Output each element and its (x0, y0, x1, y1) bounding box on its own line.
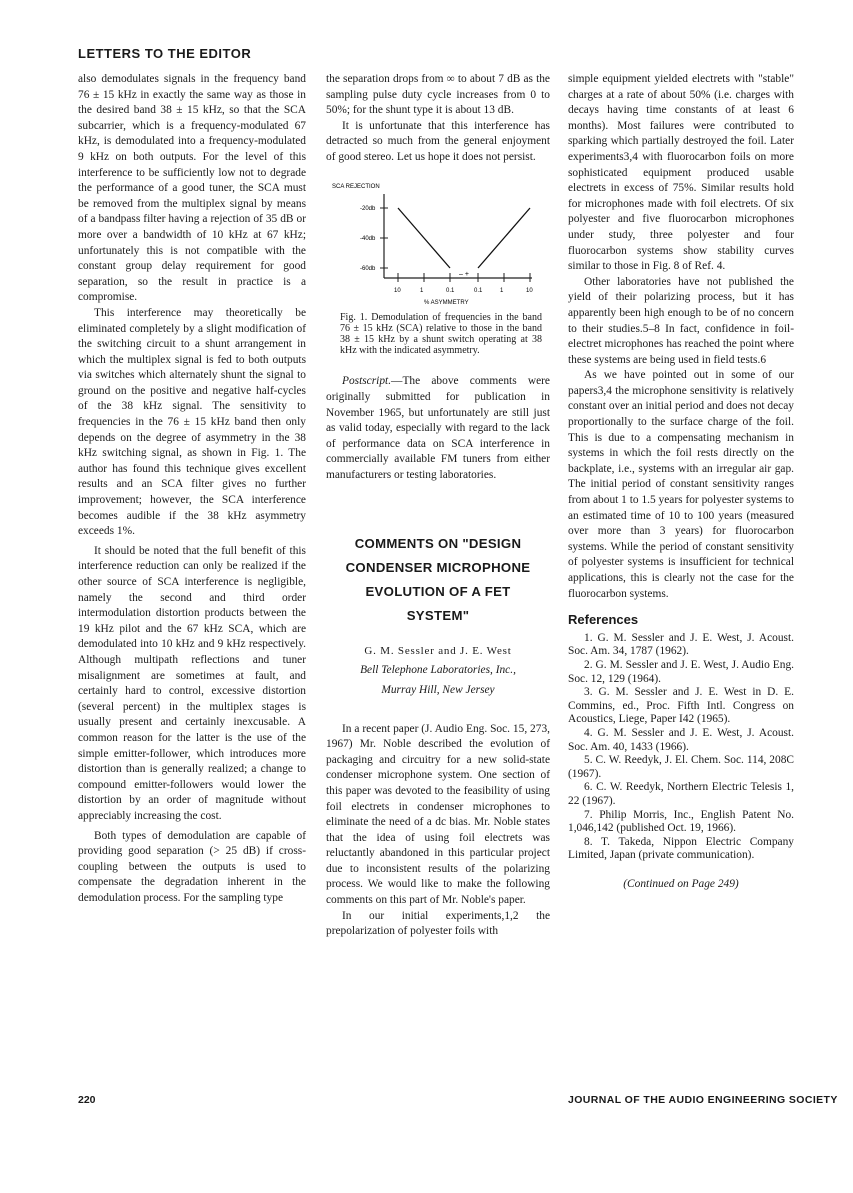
continued-note: (Continued on Page 249) (623, 877, 739, 890)
page-number: 220 (78, 1094, 96, 1106)
reference-item: 2. G. M. Sessler and J. E. West, J. Audio Eng. Soc. 12, 129 (1964). (568, 658, 794, 685)
paragraph: In a recent paper (J. Audio Eng. Soc. 15, 273, 1967) Mr. Noble described the evolution of packaging and circuitry for a new solid-state condenser microphone system. One section of this paper was devoted to the feasibility of using foil electrets in condenser microphones to eliminate the need of a dc bias. Mr. Noble states that the idea of using foil electrets was reluctantly abandoned in this particular project due to inconsistent results of the polarizing process. We would like to make the following comments on this part of Mr. Noble's paper. (326, 722, 550, 907)
column-left (78, 72, 306, 906)
affiliation-line: Murray Hill, New Jersey (381, 683, 495, 696)
paragraph: the separation drops from ∞ to about 7 dB as the sampling pulse duty cycle increases from 0 to 50%; for the shunt type it is about 13 dB. (326, 73, 550, 117)
paragraph: also demodulates signals in the frequency band 76 ± 15 kHz in exactly the same way as those in the desired band 38 ± 15 kHz, so that the SCA subcarrier, which is a frequency-modulated 67 kHz, is demodulated into a frequency-modulated 9 kHz on both outputs. For the level of this interference to be sufficiently low not to degrade the performance of a good tuner, the SCA must be removed from the multiplex signal by means of a bandpass filter having a rejection of 35 dB or more over a bandwidth of 10 kHz at 67 kHz; unfortunately this is not compatible with the constant group delay requirement for good separation, so the result in practice is a compromise. (78, 73, 306, 304)
figure-caption: Fig. 1. Demodulation of frequencies in the band 76 ± 15 kHz (SCA) relative to those in the band 38 ± 15 kHz by a shunt switch operating at 38 kHz with the indicated asymmetry. (340, 311, 542, 357)
authors: G. M. Sessler and J. E. West (364, 644, 512, 657)
column-middle (326, 72, 550, 940)
paragraph: This interference may theoretically be eliminated completely by a slight modification of the switching circuit to a shunt arrangement in which the multiplex signal is fed to both outputs via switches which alternately shunt the signal to ground on the positive and negative half-cycles of the 38 kHz signal. The sensitivity to frequencies in the 76 ± 15 kHz band then only depends on the degree of asymmetry in the 38 kHz switching signal, as shown in Fig. 1. The author has found this technique gives excellent results and an SCA filter gives no further improvement; however, the SCA interference becomes audible if the 38 kHz asymmetry exceeds 1%. (78, 306, 306, 538)
reference-item: 1. G. M. Sessler and J. E. West, J. Acoust. Soc. Am. 34, 1787 (1962). (568, 631, 794, 658)
paragraph: Both types of demodulation are capable of providing good separation (> 25 dB) if cross-coupling between the outputs is used to compensate the degradation inherent in the demodulation process. For the sampling type (78, 829, 306, 904)
references-heading: References (568, 612, 639, 628)
running-header: LETTERS TO THE EDITOR (78, 46, 252, 61)
column-right (568, 72, 794, 892)
sign-marker: – + (459, 270, 469, 278)
x-tick-label: 0.1 (474, 287, 483, 294)
paragraph: Other laboratories have not published the yield of their polarizing process, but it has apparently been high enough to be of no concern to their studies.5–8 In fact, confidence in foil-electret microphones has reached the point where these systems are being used in field tests.6 (568, 275, 794, 366)
reference-item: 4. G. M. Sessler and J. E. West, J. Acoust. Soc. Am. 40, 1433 (1966). (568, 726, 794, 753)
title-line: EVOLUTION OF A FET (365, 583, 511, 599)
reference-item: 3. G. M. Sessler and J. E. West in D. E. Commins, ed., Proc. Fifth Intl. Congress on Acoustics, Liege, Paper I42 (1965). (568, 686, 794, 726)
x-axis-label: % ASYMMETRY (424, 299, 469, 306)
y-tick-label: -20db (360, 205, 376, 212)
y-axis-label: SCA REJECTION (332, 183, 380, 190)
affiliation-line: Bell Telephone Laboratories, Inc., (360, 663, 516, 676)
title-line: SYSTEM" (406, 607, 470, 623)
postscript-text: —The above comments were originally submitted for publication in November 1965, but unfortunately are still just as valid today, especially with regard to the lack of performance data on SCA interference in commercially available FM tuners from either manufacturers or testing laboratories. (326, 375, 550, 481)
reference-item: 6. C. W. Reedyk, Northern Electric Telesis 1, 22 (1967). (568, 781, 794, 807)
paragraph: It is unfortunate that this interference has detracted so much from the general enjoyment of good stereo. Let us hope it does not persist. (326, 119, 550, 163)
chart-svg (326, 178, 550, 306)
x-tick-label: 10 (394, 287, 401, 294)
x-tick-label: 0.1 (446, 287, 455, 294)
x-tick-label: 1 (500, 287, 504, 294)
reference-item: 7. Philip Morris, Inc., English Patent No. 1,046,142 (published Oct. 19, 1966). (568, 808, 794, 835)
paragraph: simple equipment yielded electrets with "stable" charges at a rate of about 50% (i.e. charges with decays having time constants of at least 6 months). Most failures were contributed to sparking which partially destroyed the foil. Later experiments3,4 with fluorocarbon foils on more sophisticated equipment produced usable electrets in excess of 75%. Similar results hold for microphones made with foil electrets. Of six polyester and five fluorocarbon microphones under study, three polyester and four fluorocarbon systems show stability curves similar to those in Fig. 8 of Ref. 4. (568, 73, 794, 273)
postscript-paragraph (326, 374, 550, 483)
title-line: COMMENTS ON "DESIGN (354, 535, 522, 551)
series-line (478, 208, 530, 268)
y-tick-label: -40db (360, 235, 376, 242)
x-tick-label: 1 (420, 287, 424, 294)
reference-item: 8. T. Takeda, Nippon Electric Company Limited, Japan (private communication). (568, 835, 794, 862)
y-tick-label: -60db (360, 265, 376, 272)
paragraph: In our initial experiments,1,2 the prepolarization of polyester foils with (326, 909, 550, 938)
x-tick-label: 10 (526, 287, 533, 294)
title-line: CONDENSER MICROPHONE (345, 559, 531, 575)
reference-item: 5. C. W. Reedyk, J. El. Chem. Soc. 114, 208C (1967). (568, 754, 794, 780)
paragraph: As we have pointed out in some of our papers3,4 the microphone sensitivity is relatively constant over an initial period and does not decay proportionally to the surface charge of the foil. This is due to a compensating mechanism in systems in which the foil rests directly on the backplate, i.e., systems with an irregular air gap. The initial period of constant sensitivity ranges from about 1 to 1.5 years for polyester systems to an estimated time of 10 to 100 years (measured over more than 3 years) for fluorocarbon systems. While the period of constant sensitivity of polyester systems is insufficient for technical applications, this is clearly not the case for the fluorocarbon systems. (568, 369, 794, 600)
paragraph: It should be noted that the full benefit of this interference reduction can only be realized if the other source of SCA interference is negligible, namely the second and third order intermodulation distortion products between the 19 kHz pilot and the 67 kHz SCA, which are demodulated into 10 kHz and 9 kHz respectively. Although multipath reflections and tuner misalignment are sometimes at fault, and certainly hard to control, excessive distortion (several percent) in the multiplex stages is usually present and certainly inexcusable. A common reason for the latter is the use of the simple emitter-follower, which introduces more distortion than is generally realized; a change to compound emitter-followers would lower the distortion by an order of magnitude without appreciably increasing the cost. (78, 544, 306, 822)
references-list (568, 632, 794, 863)
series-line (398, 208, 450, 268)
article-title (326, 532, 550, 628)
journal-name: JOURNAL OF THE AUDIO ENGINEERING SOCIETY (568, 1094, 838, 1106)
postscript-label: Postscript. (342, 375, 392, 388)
figure-1-chart (326, 178, 550, 306)
